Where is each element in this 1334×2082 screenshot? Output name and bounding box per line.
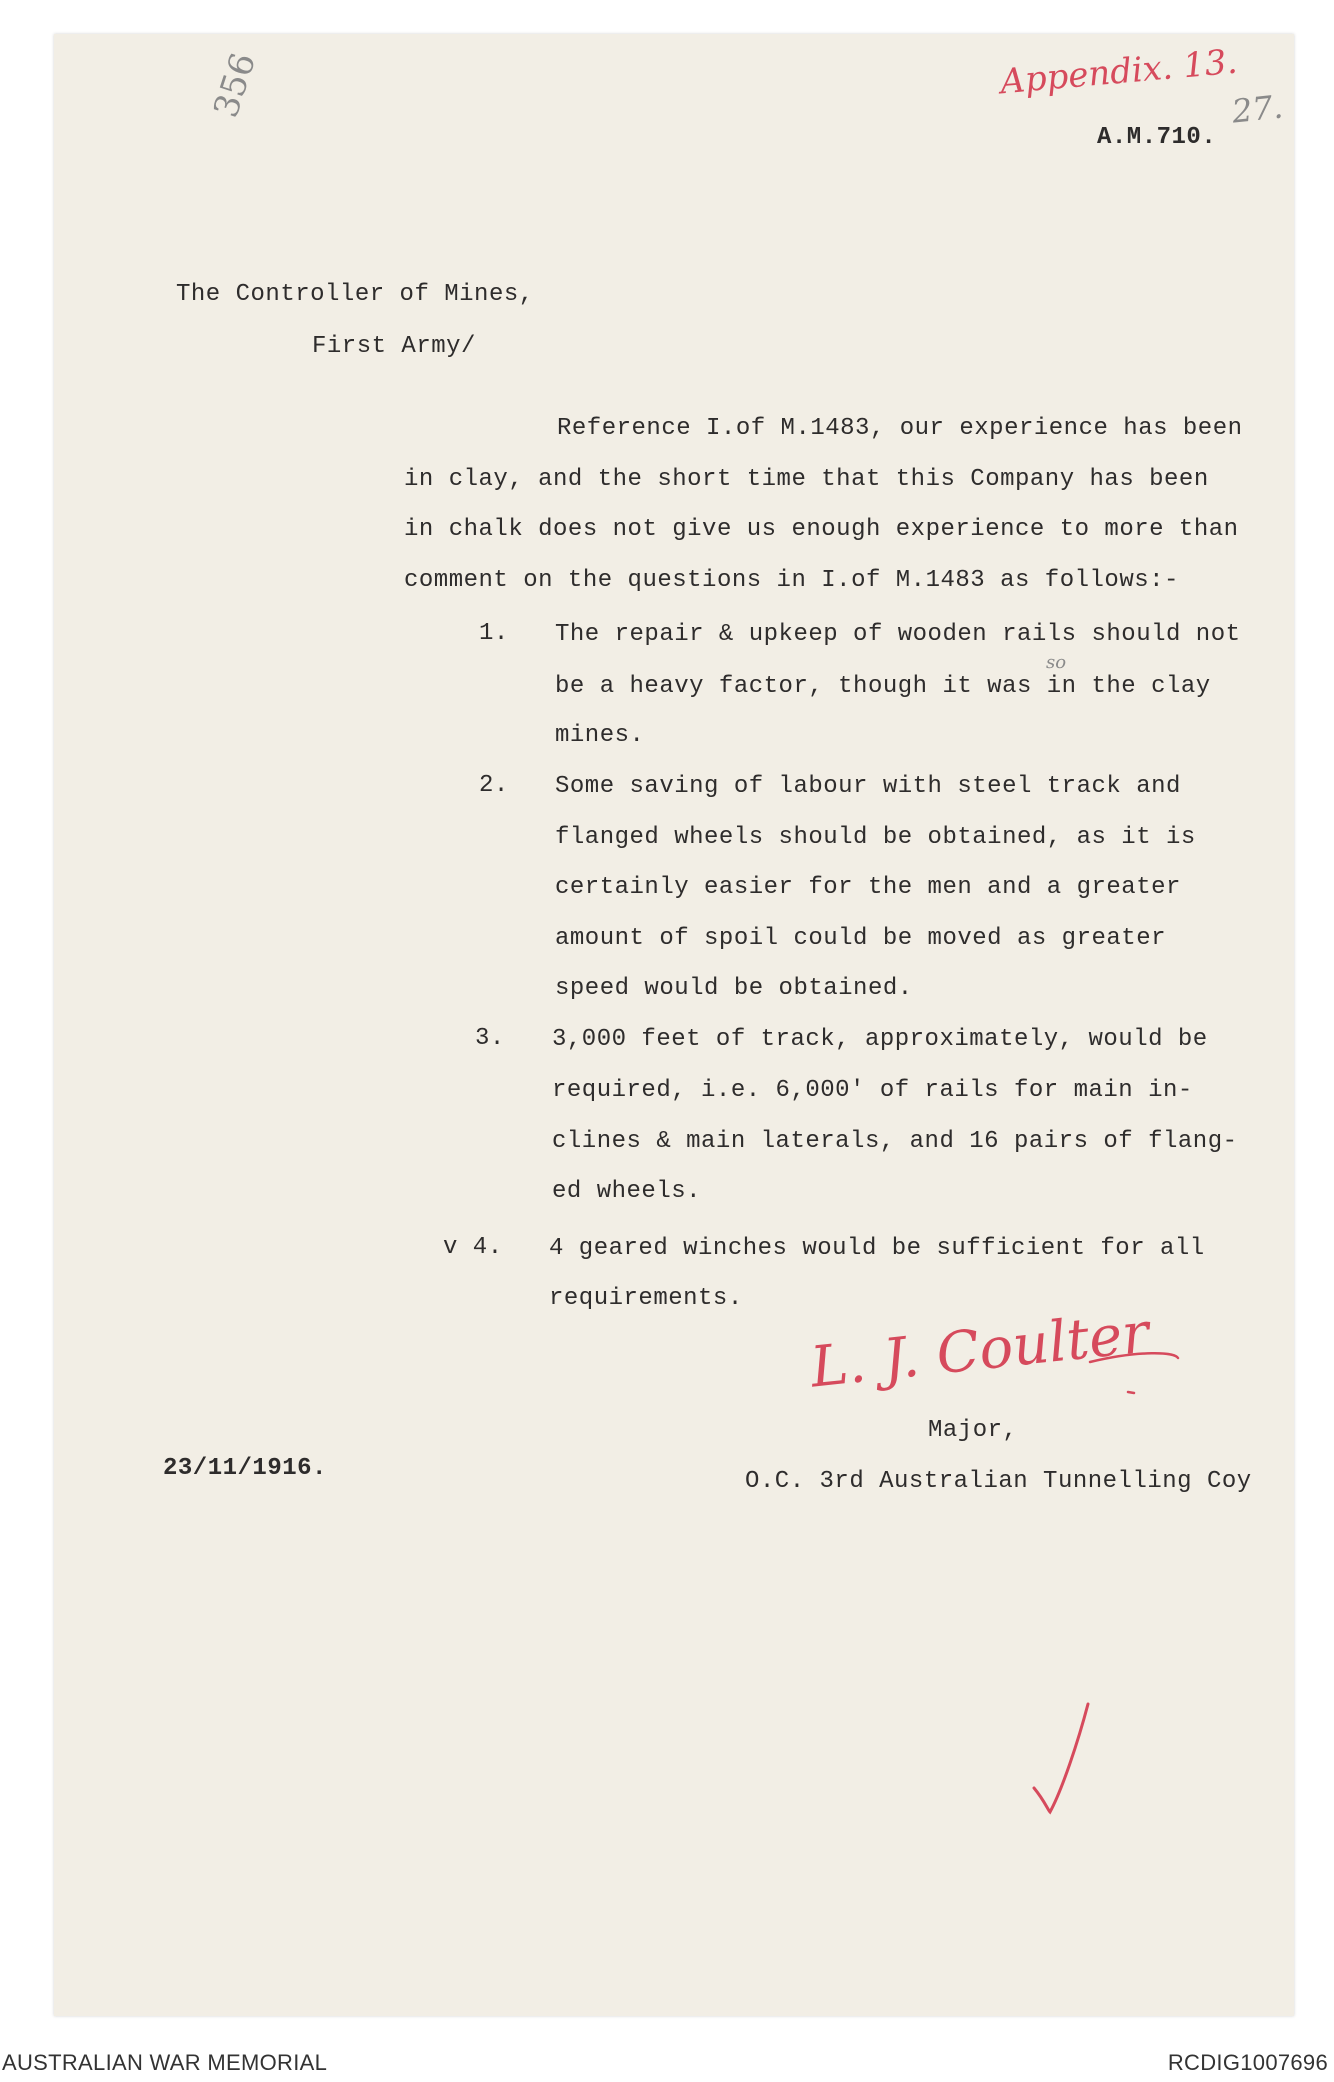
appendix-annotation: Appendix. 13. <box>998 41 1239 103</box>
item-3-line-2: required, i.e. 6,000' of rails for main in- <box>552 1077 1193 1104</box>
item-3-line-1: 3,000 feet of track, approximately, would be <box>552 1026 1208 1053</box>
footer-institution: AUSTRALIAN WAR MEMORIAL <box>2 2050 328 2075</box>
item-1-line-1: The repair & upkeep of wooden rails should not <box>555 621 1241 648</box>
signatory-unit: O.C. 3rd Australian Tunnelling Coy <box>745 1468 1252 1495</box>
item-4-number: v 4. <box>443 1234 503 1261</box>
footer-catalogue-id: RCDIG1007696 <box>1167 2050 1328 2075</box>
intro-line-3: in chalk does not give us enough experience to more than <box>404 516 1239 543</box>
folio-number: 356 <box>206 48 265 123</box>
item-3-line-4: ed wheels. <box>552 1178 702 1205</box>
reference-number: A.M.710. <box>1097 124 1217 151</box>
addressee-line-2: First Army/ <box>312 333 476 360</box>
item-1-line-3: mines. <box>555 722 645 749</box>
intro-line-4: comment on the questions in I.of M.1483 as follows:- <box>404 567 1179 594</box>
signatory-rank: Major, <box>928 1417 1018 1444</box>
item-2-line-5: speed would be obtained. <box>555 975 913 1002</box>
intro-line-2: in clay, and the short time that this Company has been <box>404 466 1209 493</box>
item-2-line-3: certainly easier for the men and a greater <box>555 874 1181 901</box>
item-1-line-2: be a heavy factor, though it was in the clay <box>555 673 1211 700</box>
item-3-number: 3. <box>475 1025 505 1052</box>
item-2-line-1: Some saving of labour with steel track and <box>555 773 1181 800</box>
item-2-line-2: flanged wheels should be obtained, as it is <box>555 824 1196 851</box>
item-1-number: 1. <box>479 620 509 647</box>
addressee-line-1: The Controller of Mines, <box>176 281 534 308</box>
item-2-number: 2. <box>479 772 509 799</box>
document-date: 23/11/1916. <box>163 1455 327 1482</box>
item-4-line-2: requirements. <box>549 1285 743 1312</box>
page-number-annotation: 27. <box>1230 87 1285 131</box>
item-2-line-4: amount of spoil could be moved as greater <box>555 925 1166 952</box>
item-4-line-1: 4 geared winches would be sufficient for all <box>549 1235 1205 1262</box>
signature: L. J. Coulter <box>807 1300 1152 1401</box>
item-1-insertion: so <box>1046 652 1067 673</box>
item-3-line-3: clines & main laterals, and 16 pairs of flang- <box>552 1128 1238 1155</box>
intro-line-1: Reference I.of M.1483, our experience has been <box>557 415 1243 442</box>
